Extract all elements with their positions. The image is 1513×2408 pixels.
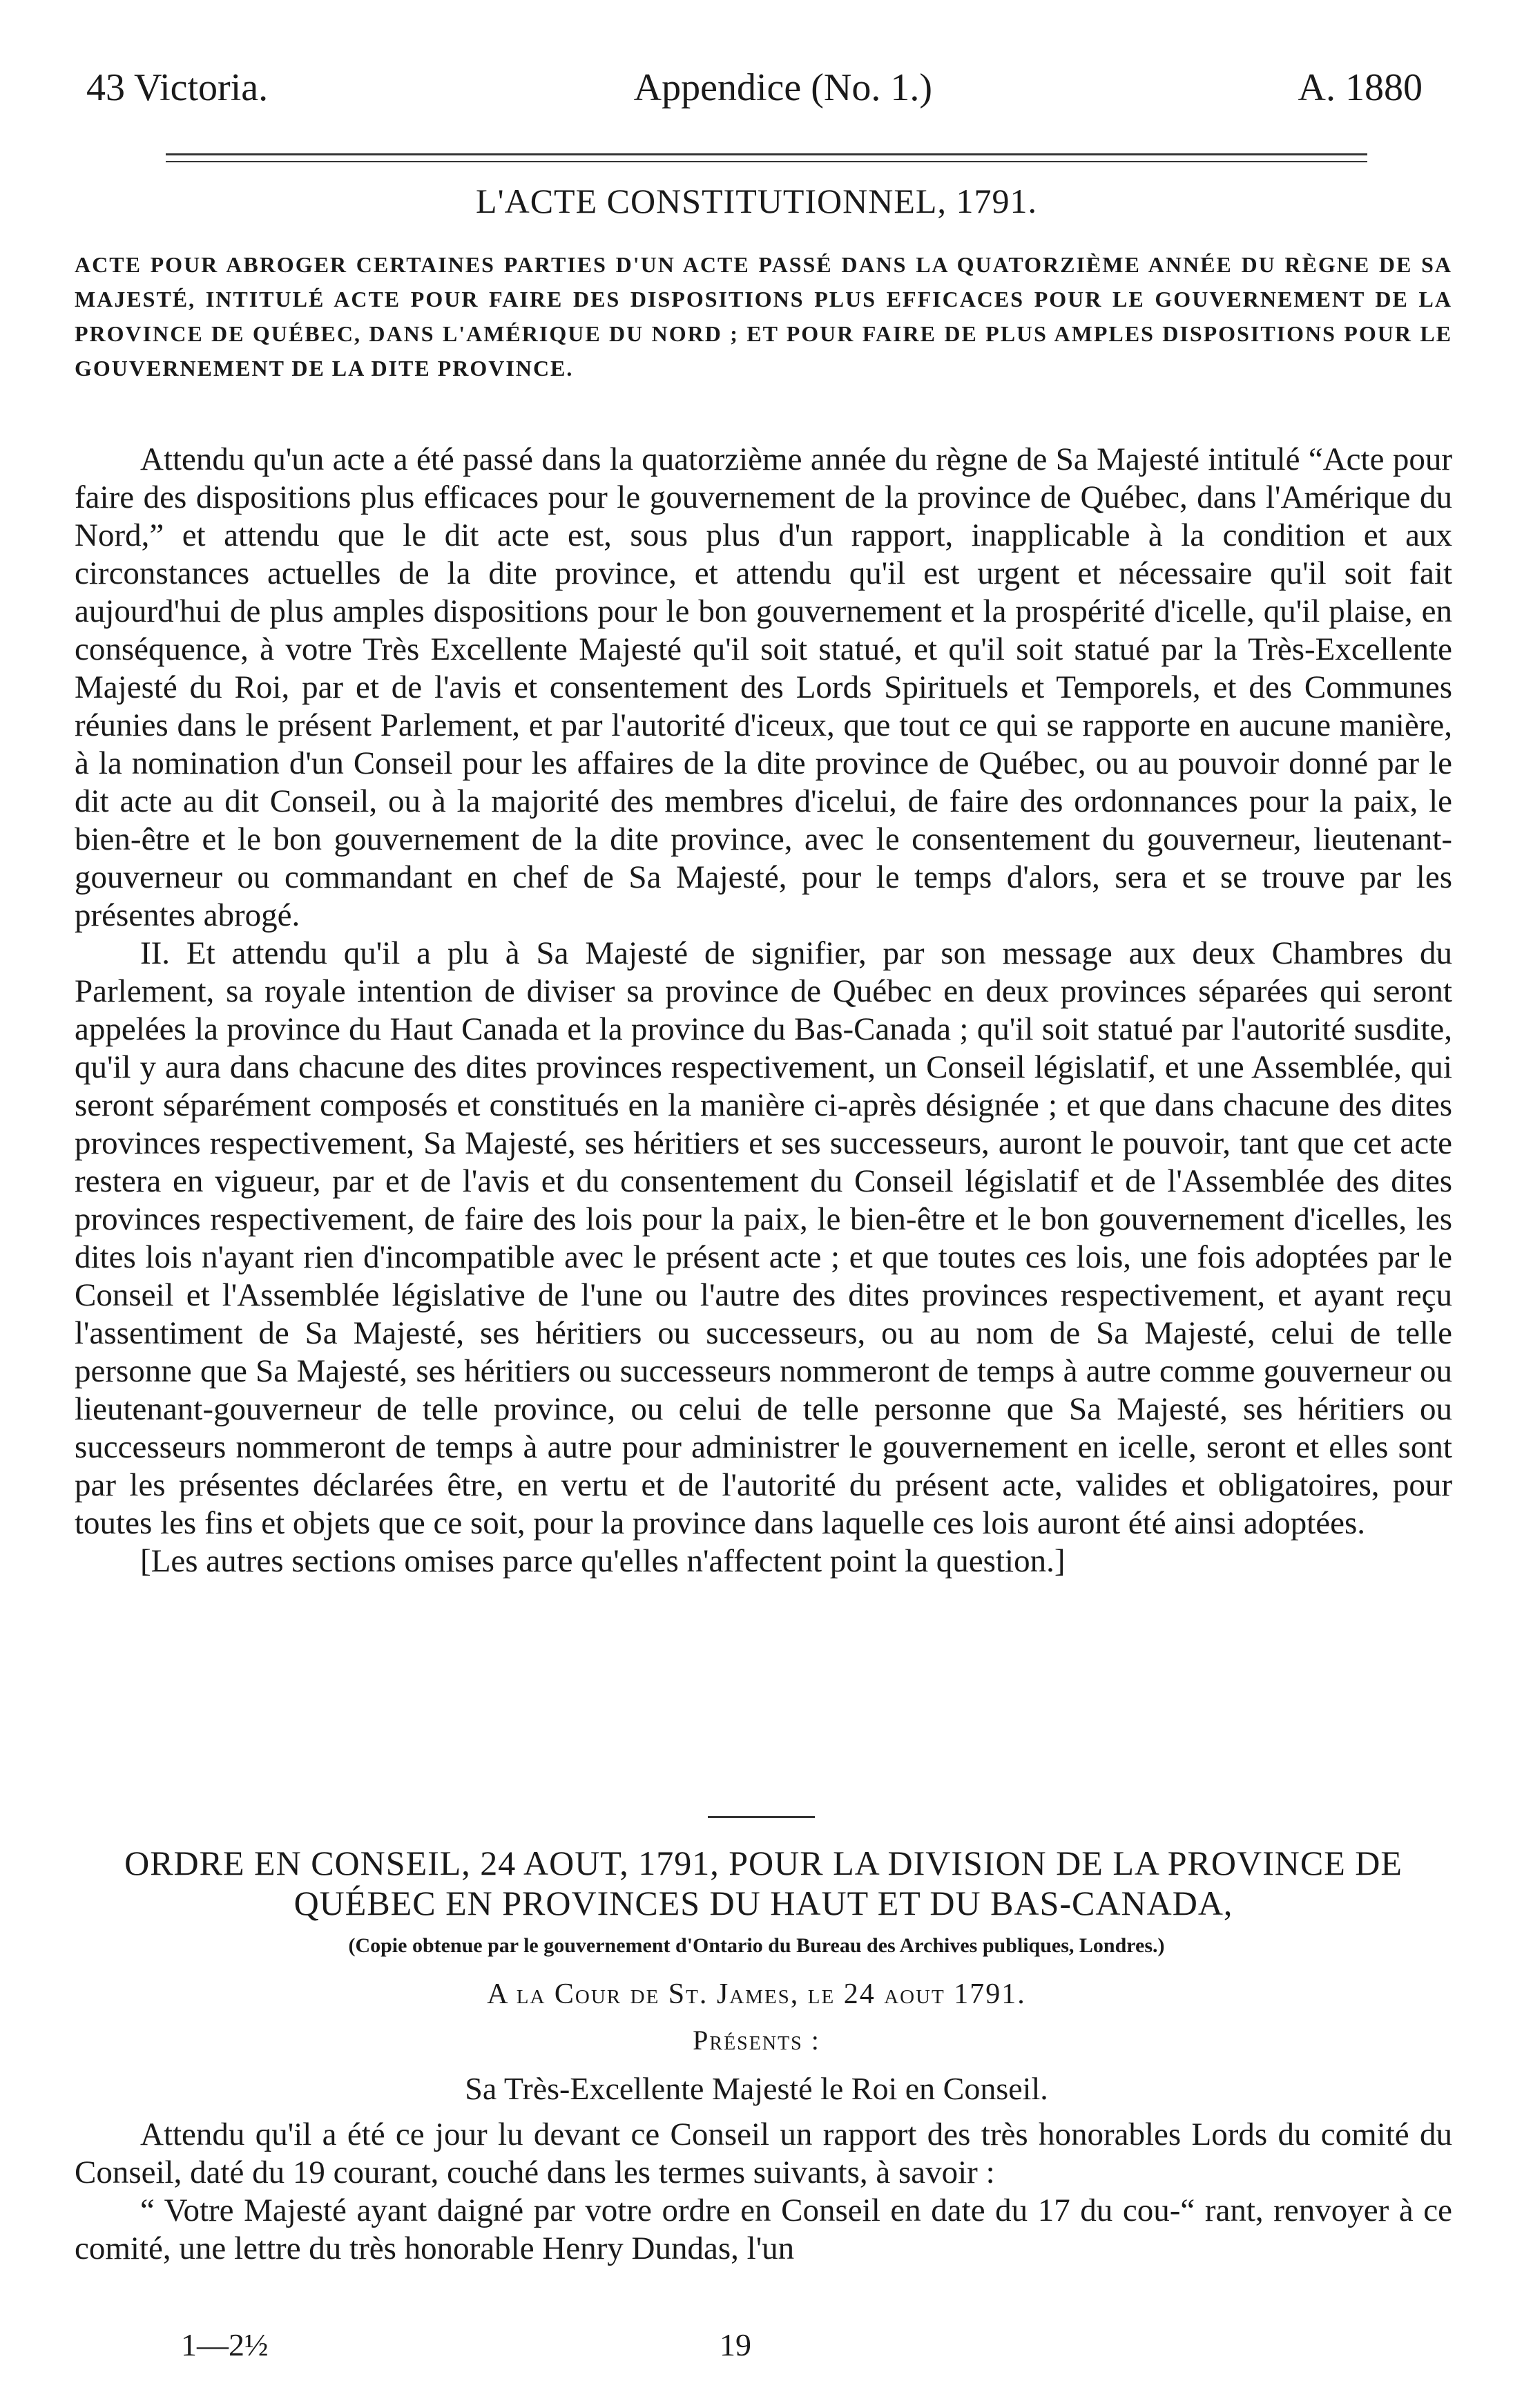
act-body [75,441,1452,1580]
page-number: 19 [720,2327,751,2362]
paragraph: Attendu qu'il a été ce jour lu devant ce Conseil un rapport des très honorables Lords du comité du Conseil, daté du 19 courant, couché dans les termes suivants, à savoir : [75,2116,1452,2190]
present-heading: Présents : [693,2025,820,2056]
paragraph: II. Et attendu qu'il a plu à Sa Majesté de signifier, par son message aux deux Chambres du Parlement, sa royale intention de diviser sa province de Québec en deux provinces séparées qui seront appelées la province du Haut Canada et la province du Bas-Canada ; qu'il soit statué par l'autorité susdite, qu'il y aura dans chacune des dites provinces respectivement, un Conseil législatif, et une Assemblée, qui seront séparément composés et constitués en la manière ci-après désignée ; et que dans chacune des dites provinces respectivement, Sa Majesté, ses héritiers et ses successeurs, auront le pouvoir, tant que cet acte restera en vigueur, par et de l'avis et du consentement du Conseil législatif et de l'Assemblée des dites provinces respectivement, de faire des lois pour la paix, le bien-être et le bon gouvernement d'icelles, les dites lois n'ayant rien d'incompatible avec le présent acte ; et que toutes ces lois, une fois adoptées par le Conseil et l'Assemblée législative de l'une ou l'autre des dites provinces respectivement, et ayant reçu l'assentiment de Sa Majesté, ses héritiers ou successeurs, ou au nom de Sa Majesté, celui de telle personne que Sa Majesté, ses héritiers ou successeurs nommeront de temps à autre comme gouverneur ou lieutenant-gouverneur de telle province, ou celui de telle personne que Sa Majesté, ses héritiers ou successeurs nommeront de temps à autre pour administrer le gouvernement en icelle, seront et elles sont par les présentes déclarées être, en vertu et de l'autorité du présent acte, valides et obligatoires, pour toutes les fins et objets que ce soit, pour la province dans laquelle ces lois auront été ainsi adoptées. [75,935,1452,1541]
running-header [86,66,1423,110]
section-divider [708,1816,815,1818]
signature-mark: 1—2½ [181,2327,269,2362]
order-body [75,2116,1452,2268]
session-line: Sa Très-Excellente Majesté le Roi en Conseil. [465,2071,1048,2106]
paragraph: “ Votre Majesté ayant daigné par votre ordre en Conseil en date du 17 du cou-“ rant, renvoyer à ce comité, une lettre du très honorable Henry Dundas, l'un [75,2192,1452,2266]
header-year: A. 1880 [1298,66,1423,109]
header-appendix: Appendice (No. 1.) [633,66,932,109]
court-heading: A la Cour de St. James, le 24 aout 1791. [487,1978,1026,2010]
header-rule [166,153,1367,162]
paragraph: Attendu qu'un acte a été passé dans la quatorzième année du règne de Sa Majesté intitulé “Acte pour faire des dispositions plus efficaces pour le gouvernement de la province de Québec, dans l'Amérique du Nord,” et attendu que le dit acte est, sous plus d'un rapport, inapplicable à la condition et aux circonstances actuelles de la dite province, et attendu qu'il est urgent et nécessaire qu'il soit fait aujourd'hui de plus amples dispositions pour le bon gouvernement et la prospérité d'icelle, qu'il plaise, en conséquence, à votre Très Excellente Majesté qu'il soit statué, et qu'il soit statué par la Très-Excellente Majesté du Roi, par et de l'avis et consentement des Lords Spirituels et Temporels, et des Communes réunies dans le présent Parlement, et par l'autorité d'iceux, que tout ce qui se rapporte en aucune manière, à la nomination d'un Conseil pour les affaires de la dite province de Québec, ou au pouvoir donné par le dit acte au dit Conseil, ou à la majorité des membres d'icelui, de faire des ordonnances pour la paix, le bien-être et le bon gouvernement de la dite province, avec le consentement du gouverneur, lieutenant-gouverneur ou commandant en chef de Sa Majesté, pour le temps d'alors, sera et se trouve par les présentes abrogé. [75,441,1452,933]
act-summary: ACTE POUR ABROGER CERTAINES PARTIES D'UN ACTE PASSÉ DANS LA QUATORZIÈME ANNÉE DU RÈGNE DE SA MAJESTÉ, INTITULÉ ACTE POUR FAIRE DES DISPOSITIONS PLUS EFFICACES POUR LE GOUVERNEMENT DE LA PROVINCE DE QUÉBEC, DANS L'AMÉRIQUE DU NORD ; ET POUR FAIRE DE PLUS AMPLES DISPOSITIONS POUR LE GOUVERNEMENT DE LA DITE PROVINCE. [75,252,1452,381]
editorial-note: [Les autres sections omises parce qu'elles n'affectent point la question.] [140,1543,1066,1579]
header-session: 43 Victoria. [86,66,269,109]
copy-note: (Copie obtenue par le gouvernement d'Ontario du Bureau des Archives publiques, Londres.) [348,1934,1165,1957]
order-title: ORDRE EN CONSEIL, 24 AOUT, 1791, POUR LA DIVISION DE LA PROVINCE DE QUÉBEC EN PROVINCES DU HAUT ET DU BAS-CANADA, [124,1844,1403,1922]
section-title: L'ACTE CONSTITUTIONNEL, 1791. [476,182,1037,220]
